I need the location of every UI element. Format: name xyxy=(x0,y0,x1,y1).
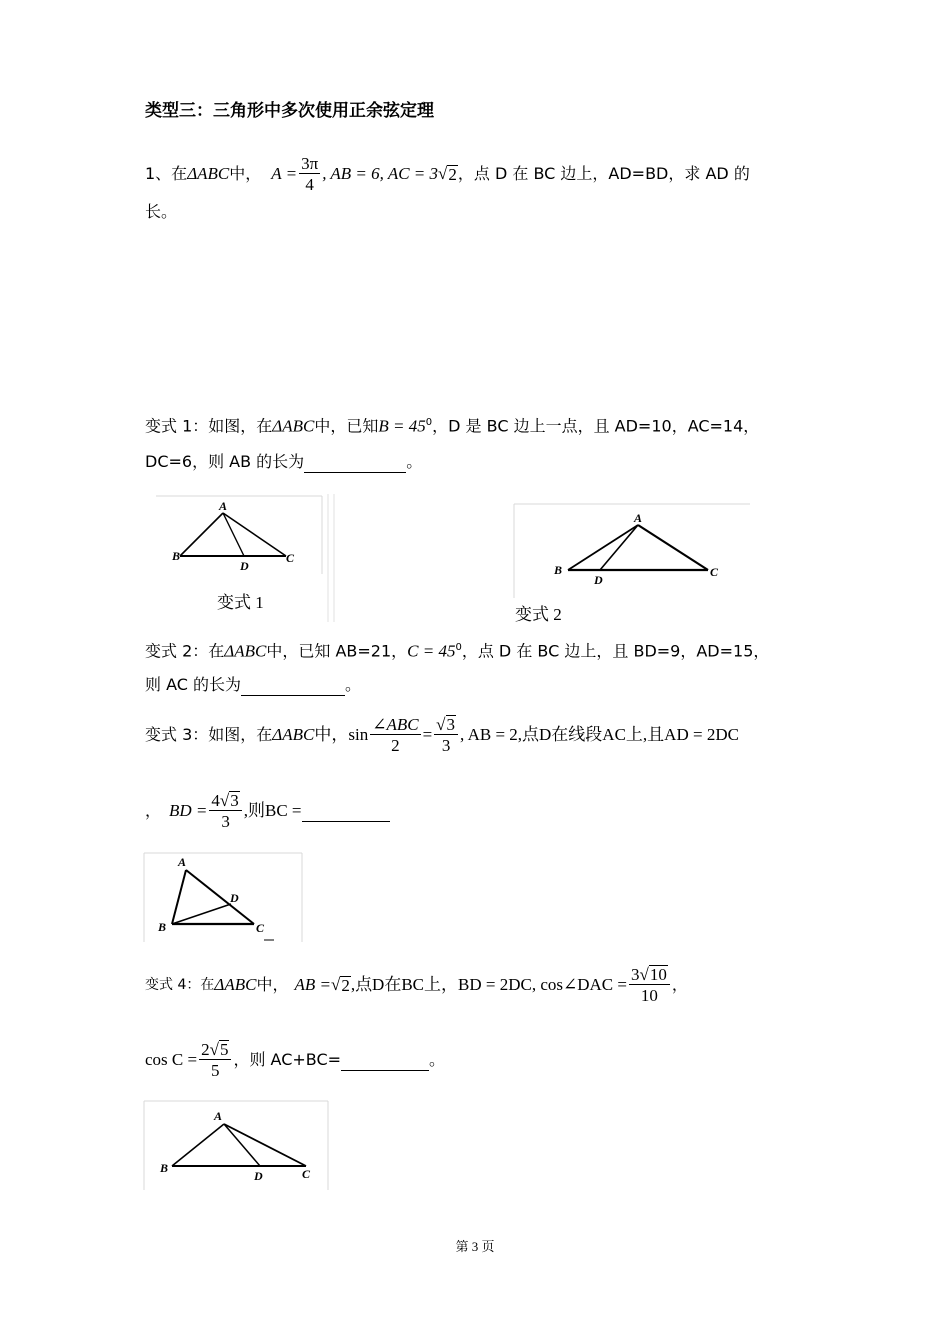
answer-blank[interactable] xyxy=(241,675,345,696)
figure-variant-3 xyxy=(142,852,304,944)
numerator-coefficient: 2 xyxy=(201,1039,210,1059)
vertex-a-label: A xyxy=(634,511,643,525)
comma: ， xyxy=(671,975,688,994)
answer-blank[interactable] xyxy=(341,1050,429,1071)
triangle-symbol: ΔABC xyxy=(272,416,315,436)
angle-b-eq: B = 45 xyxy=(378,416,426,436)
fraction-denominator: 10 xyxy=(640,985,658,1005)
variant-3-intro: 变式 3：如图，在 xyxy=(145,725,273,744)
variant-2-line-2 xyxy=(145,675,361,696)
sqrt-radicand: 3 xyxy=(446,714,456,734)
sqrt-sign: √ xyxy=(330,975,341,994)
vertex-c-label: C xyxy=(710,565,719,579)
triangle-diagram xyxy=(512,502,752,602)
vertex-d-label: D xyxy=(230,891,239,905)
variant-2-known: 中，已知 AB=21， xyxy=(266,641,408,661)
figure-variant-2 xyxy=(512,502,752,602)
fraction-denominator: 3 xyxy=(441,735,451,755)
equals-sign: = xyxy=(422,725,433,744)
sqrt-radicand: 10 xyxy=(649,964,667,984)
variant-3-line-2 xyxy=(145,786,390,836)
variant-4-conditions: ,点D在BC上，BD = 2DC, cos∠DAC = xyxy=(350,975,627,994)
cos-dac-fraction xyxy=(629,965,670,1006)
sqrt-radicand: 5 xyxy=(219,1039,229,1059)
fraction-numerator: ∠ABC xyxy=(372,714,419,734)
vertex-d-label: D xyxy=(240,559,249,573)
triangle-symbol: ΔABC xyxy=(272,725,315,744)
vertex-b-label: B xyxy=(158,920,167,934)
triangle-diagram xyxy=(142,1100,332,1192)
vertex-a-label: A xyxy=(214,1109,223,1123)
triangle-symbol: ΔABC xyxy=(224,641,267,661)
fraction-denominator: 3 xyxy=(221,811,230,831)
triangle-diagram xyxy=(142,852,304,944)
fraction-numerator: √3 xyxy=(434,715,458,735)
side-conditions: , AB = 6, AC = 3 xyxy=(322,164,439,183)
vertex-c-label: C xyxy=(256,921,265,935)
vertex-c-label: C xyxy=(286,551,295,565)
caption-variant-1: 变式 1 xyxy=(217,593,264,612)
vertex-a-label: A xyxy=(178,855,187,869)
problem-1-line-2: 长。 xyxy=(145,202,178,221)
bd-label: BD = xyxy=(169,801,208,820)
bd-fraction xyxy=(209,791,241,832)
caption-variant-2: 变式 2 xyxy=(515,605,562,624)
problem-1-rest: ，点 D 在 BC 边上，AD=BD，求 AD 的 xyxy=(457,164,750,183)
fraction-numerator: 3π xyxy=(301,153,319,173)
answer-blank[interactable] xyxy=(304,452,406,473)
degree-mark: 0 xyxy=(425,417,433,428)
figure-variant-4 xyxy=(142,1100,332,1192)
triangle-symbol: ΔABC xyxy=(214,975,257,994)
variant-2-intro: 变式 2：在 xyxy=(145,641,225,661)
variant-3-sin: 中，sin xyxy=(314,725,369,744)
vertex-b-label: B xyxy=(554,563,563,577)
variant-1-intro: 变式 1：如图，在 xyxy=(145,416,273,436)
variant-1-line-1 xyxy=(145,413,759,436)
cos-c-label: cos C = xyxy=(145,1050,198,1069)
fraction-numerator: 4√3 xyxy=(209,791,241,811)
variant-2-line-1 xyxy=(145,638,769,661)
variant-3-conditions: , AB = 2,点D在线段AC上,且AD = 2DC xyxy=(460,725,739,744)
sqrt-sign: √ xyxy=(438,164,448,183)
cos-c-fraction xyxy=(199,1040,231,1081)
vertex-a-label: A xyxy=(219,499,228,513)
half-angle-fraction xyxy=(370,715,420,756)
vertex-b-label: B xyxy=(160,1161,169,1175)
angle-a-label: A = xyxy=(271,164,298,183)
angle-a-fraction xyxy=(299,154,320,195)
fraction-numerator: 3√10 xyxy=(629,965,670,985)
sqrt-radicand: 2 xyxy=(448,165,457,184)
comma: ， xyxy=(145,801,162,820)
vertex-c-label: C xyxy=(302,1167,311,1181)
fraction-denominator: 4 xyxy=(305,174,314,194)
variant-1-conditions: ，D 是 BC 边上一点，且 AD=10，AC=14， xyxy=(432,416,760,436)
answer-blank[interactable] xyxy=(302,801,390,822)
period: 。 xyxy=(345,675,362,694)
vertex-d-label: D xyxy=(594,573,603,587)
sqrt3-over-3-fraction xyxy=(434,715,458,756)
variant-1-line-2 xyxy=(145,452,422,473)
fraction-numerator: 2√5 xyxy=(199,1040,231,1060)
ab-label: AB = xyxy=(294,975,331,994)
variant-3-line-1 xyxy=(145,708,739,762)
fraction-denominator: 2 xyxy=(391,735,400,755)
variant-4-line-1 xyxy=(145,958,688,1012)
variant-4-question: ，则 AC+BC= xyxy=(233,1050,342,1069)
variant-4-intro: 变式 4：在 xyxy=(145,977,215,993)
problem-1-line-1 xyxy=(145,151,750,197)
numerator-coefficient: 3 xyxy=(630,964,640,984)
sqrt-radicand: 3 xyxy=(230,790,239,810)
variant-4-line-2 xyxy=(145,1034,445,1086)
problem-1-number: 1、在 xyxy=(145,164,188,183)
vertex-b-label: B xyxy=(172,549,181,563)
variant-2-conditions: ，点 D 在 BC 边上，且 BD=9，AD=15， xyxy=(461,641,770,661)
numerator-coefficient: 4 xyxy=(211,790,220,810)
section-heading: 类型三：三角形中多次使用正余弦定理 xyxy=(145,101,434,121)
angle-c-eq: C = 45 xyxy=(407,641,456,661)
fraction-denominator: 5 xyxy=(211,1060,220,1080)
text-zhong: 中， xyxy=(256,975,289,994)
page-footer: 第 3 页 xyxy=(455,1239,495,1254)
sqrt-radicand: 2 xyxy=(341,976,350,995)
text-zhong: 中， xyxy=(229,164,262,183)
degree-mark: 0 xyxy=(455,642,462,653)
triangle-symbol: ΔABC xyxy=(187,164,230,183)
variant-1-question: DC=6，则 AB 的长为 xyxy=(145,452,305,471)
period: 。 xyxy=(406,452,423,471)
bc-question: ,则BC = xyxy=(243,801,302,820)
variant-1-known: 中，已知 xyxy=(314,416,379,436)
variant-2-question: 则 AC 的长为 xyxy=(145,675,242,694)
vertex-d-label: D xyxy=(254,1169,263,1183)
period: 。 xyxy=(429,1050,446,1069)
